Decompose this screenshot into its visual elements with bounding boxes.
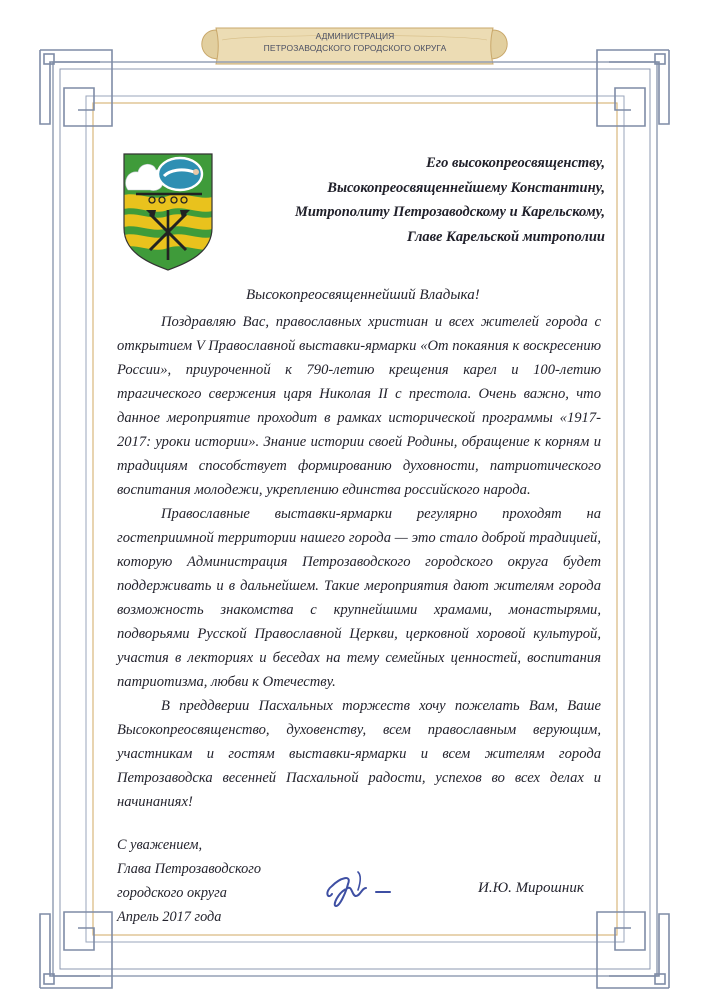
organization-header	[248, 30, 462, 54]
letter-body	[117, 310, 601, 814]
body-paragraph: В преддверии Пасхальных торжеств хочу пожелать Вам, Ваше Высокопреосвященство, духовенству, всем православным верующим, участникам и гостям выставки-ярмарки и всем жителям города Петрозаводска весенней Пасхальной радости, успехов во всех делах и начинаниях!	[117, 698, 601, 810]
organization-header-line-2: ПЕТРОЗАВОДСКОГО ГОРОДСКОГО ОКРУГА	[263, 43, 447, 53]
body-paragraph: Православные выставки-ярмарки регулярно проходят на гостеприимной территории нашего города — это стало доброй традицией, которую Администрация Петрозаводского городского округа будет поддерживать и в дальнейшем. Такие мероприятия дают жителям города возможность знакомства с крупнейшими храмами, монастырями, подворьями Русской Православной Церкви, церковной хоровой культурой, участия в лекториях и беседах на тему семейных ценностей, воспитания патриотизма, любви к Отечеству.	[117, 506, 601, 690]
closing-line: городского округа	[117, 885, 227, 901]
closing-line: Глава Петрозаводского	[117, 861, 261, 877]
addressee-line: Митрополиту Петрозаводскому и Карельскому,	[294, 204, 605, 220]
salutation: Высокопреосвященнейший Владыка!	[246, 287, 480, 303]
addressee-line: Его высокопреосвященству,	[426, 155, 605, 171]
organization-header-line-1: АДМИНИСТРАЦИЯ	[315, 31, 395, 41]
closing-date: Апрель 2017 года	[117, 909, 222, 925]
closing-block	[117, 833, 261, 929]
handwritten-signature	[318, 866, 398, 912]
addressee-line: Главе Карельской митрополии	[407, 228, 605, 245]
addressee-block	[185, 151, 605, 249]
signer-name: И.Ю. Мирошник	[478, 880, 584, 896]
addressee-line: Высокопреосвященнейшему Константину,	[327, 179, 605, 196]
body-paragraph: Поздравляю Вас, православных христиан и всех жителей города с открытием V Православной выставки-ярмарки «От покаяния к воскресению России», приуроченной к 790-летию крещения карел и 100-летию трагического свержения царя Николая II с престола. Очень важно, что данное мероприятие проходит в рамках исторической программы «1917-2017: уроки истории». Знание истории своей Родины, обращение к корням и традициям способствует формированию духовности, патриотического воспитания молодежи, укреплению единства российского народа.	[117, 314, 601, 498]
closing-line: С уважением,	[117, 837, 203, 853]
